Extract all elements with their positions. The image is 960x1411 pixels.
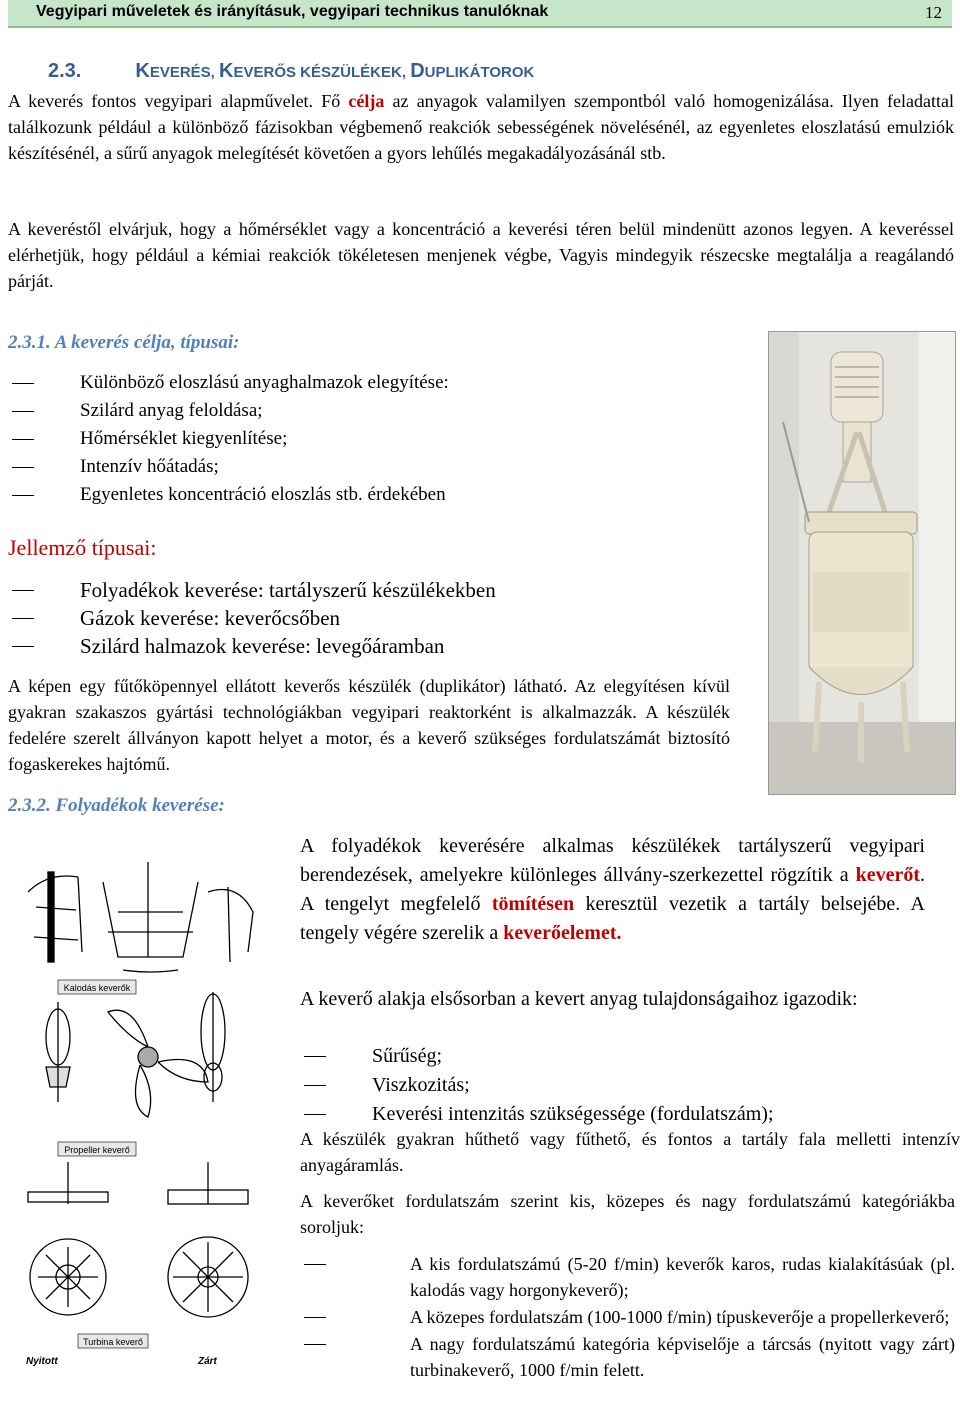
intro-paragraph-2: A keveréstől elvárjuk, hogy a hőmérséklet vagy a koncentráció a keverési téren belül mindenütt azonos legyen. A keveréssel elérhetjük, hogy például a kémiai reakciók tökéletesen menjenek végbe, Vagyis mindegyik részecske megtalálja a reagálandó párját.: [8, 219, 954, 291]
list-item: A nagy fordulatszámú kategória képviselője a tárcsás (nyitott vagy zárt) turbinakeverő, 1000 f/min felett.: [300, 1331, 955, 1383]
duplikator-illustration: [769, 332, 955, 794]
list-item: A kis fordulatszámú (5-20 f/min) keverők karos, rudas kialakításúak (pl. kalodás vagy horgonykeverő);: [300, 1251, 955, 1303]
label-zart: Zárt: [198, 1356, 217, 1367]
list-item: Szilárd halmazok keverése: levegőáramban: [8, 632, 728, 660]
label-turbina: Turbina keverő: [83, 1337, 143, 1347]
page-number: 12: [925, 3, 942, 22]
list-item: A közepes fordulatszám (100-1000 f/min) típuskeverője a propellerkeverő;: [300, 1304, 955, 1330]
label-kalodas: Kalodás keverők: [63, 983, 131, 993]
turbine-open-drawing: [28, 1162, 108, 1315]
mixer-drawings: [8, 852, 270, 1370]
list-item: Szilárd anyag feloldása;: [8, 397, 608, 425]
section-heading: 2.3. KEVERÉS, KEVERŐS KÉSZÜLÉKEK, DUPLIKÁTOROK: [48, 60, 535, 82]
label-nyitott: Nyitott: [26, 1356, 58, 1367]
list-item: Viszkozitás;: [300, 1071, 940, 1100]
header-title: Vegyipari műveletek és irányításuk, vegyipari technikus tanulóknak: [36, 3, 549, 20]
list-item: Különböző eloszlású anyaghalmazok elegyítése:: [8, 369, 608, 397]
list-item: Keverési intenzitás szükségessége (fordulatszám);: [300, 1100, 940, 1129]
list-item: Egyenletes koncentráció eloszlás stb. érdekében: [8, 481, 608, 509]
liquid-mixing-paragraph: A folyadékok keverésére alkalmas készülékek tartályszerű vegyipari berendezések, amelyekre különleges állvány-szerkezettel rögzítik a keverőt. A tengelyt megfelelő tömítésen keresztül vezetik a tartály belsejébe. A tengely végére szerelik a keverőelemet.: [300, 835, 925, 944]
page-header: [8, 0, 952, 28]
turbine-closed-drawing: [168, 1162, 248, 1317]
cooling-paragraph: A készülék gyakran hűthető vagy fűthető, és fontos a tartály fala melletti intenzív anyagáramlás.: [300, 1129, 960, 1175]
duplikator-photo: [768, 331, 956, 795]
list-item: Intenzív hőátadás;: [8, 453, 608, 481]
types-heading: Jellemző típusai:: [8, 535, 157, 560]
propeller-drawing: [46, 992, 225, 1117]
list-item: Sűrűség;: [300, 1042, 940, 1071]
mixer-types-diagram: [8, 852, 270, 1370]
mixer-shape-paragraph: A keverő alakja elsősorban a kevert anyag tulajdonságaihoz igazodik:: [300, 988, 858, 1010]
intro-paragraph-1: A keverés fontos vegyipari alapművelet. Fő célja az anyagok valamilyen szempontból való homogenizálása. Ilyen feladattal találkozunk például a különböző fázisokban végbemenő reakciók sebességének növelésénél, az egyenletes eloszlatású emulziók készítésénél, a sűrű anyagok melegítését követően a gyors lehűlés megakadályozásánál stb.: [8, 91, 954, 163]
kalodas-mixer-drawing: [28, 862, 253, 962]
purpose-list: [8, 369, 608, 509]
list-item: Gázok keverése: keverőcsőben: [8, 604, 728, 632]
list-item: Hőmérséklet kiegyenlítése;: [8, 425, 608, 453]
photo-description: A képen egy fűtőköpennyel ellátott keverős készülék (duplikátor) látható. Az elegyítésen kívül gyakran szakaszos gyártási technológiákban vegyipari reaktorként is alkalmazzák. A készülék fedelére szerelt állványon kapott helyet a motor, és a keverő szükséges fordulatszámát biztosító fogaskerekes hajtómű.: [8, 676, 730, 774]
subsection-heading-1: 2.3.1. A keverés célja, típusai:: [8, 332, 240, 353]
list-item: Folyadékok keverése: tartályszerű készülékekben: [8, 576, 728, 604]
types-list: [8, 576, 728, 660]
properties-list: [300, 1042, 940, 1129]
label-propeller: Propeller keverő: [64, 1145, 130, 1155]
subsection-heading-2: 2.3.2. Folyadékok keverése:: [8, 795, 225, 816]
categories-paragraph: A keverőket fordulatszám szerint kis, közepes és nagy fordulatszámú kategóriákba soroljuk:: [300, 1191, 955, 1237]
speed-categories-list: [300, 1251, 955, 1384]
